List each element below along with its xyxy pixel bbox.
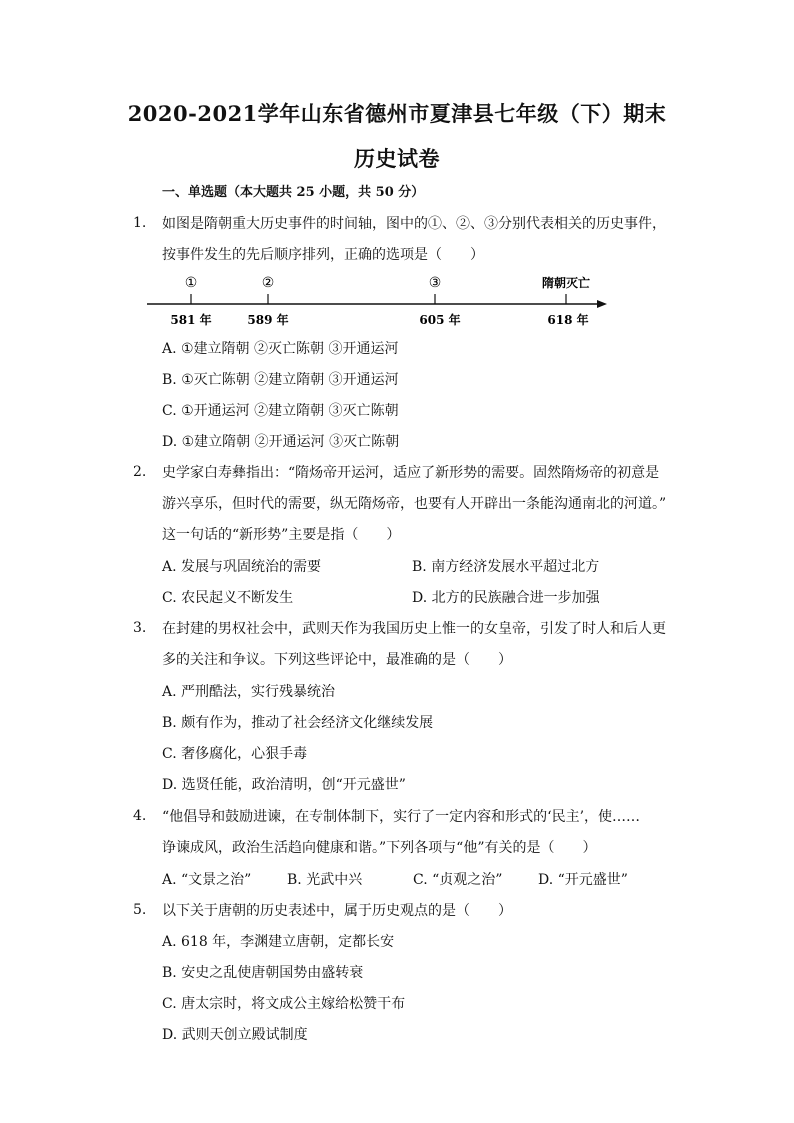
question-text-line: 这一句话的“新形势”主要是指（ ）: [162, 527, 401, 543]
question-number: 5.: [133, 902, 147, 918]
answer-option: C. 奢侈腐化，心狠手毒: [162, 746, 308, 762]
tick-year-label: 589 年: [247, 313, 289, 327]
question-text-line: 以下关于唐朝的历史表述中，属于历史观点的是（ ）: [162, 903, 512, 919]
answer-option: B. 颇有作为，推动了社会经济文化继续发展: [162, 715, 434, 731]
question-text-line: 游兴享乐，但时代的需要，纵无隋炀帝，也要有人开辟出一条能沟通南北的河道。”: [162, 496, 667, 512]
question-text-line: 多的关注和争议。下列这些评论中，最准确的是（ ）: [162, 652, 512, 668]
question-text-line: 诤谏成风，政治生活趋向健康和谐。”下列各项与“他”有关的是（ ）: [162, 840, 597, 856]
answer-option: D. ①建立隋朝 ②开通运河 ③灭亡陈朝: [162, 434, 400, 450]
tick-year-label: 605 年: [419, 313, 461, 327]
tick-605: [419, 275, 460, 327]
question-text-line: 史学家白寿彝指出：“隋炀帝开运河，适应了新形势的需要。固然隋炀帝的初意是: [162, 465, 660, 481]
tick-mark-label: ③: [428, 275, 442, 291]
answer-option: B. 南方经济发展水平超过北方: [412, 559, 600, 575]
answer-option: A. “文景之治”: [162, 872, 252, 888]
section-heading: 一、单选题（本大题共 25 小题，共 50 分）: [162, 185, 425, 200]
tick-581: [170, 275, 211, 327]
answer-option: C. “贞观之治”: [413, 872, 503, 888]
tick-year-label: 618 年: [547, 313, 589, 327]
answer-option: C. 唐太宗时，将文成公主嫁给松赞干布: [162, 996, 406, 1012]
answer-option: C. 农民起义不断发生: [162, 590, 294, 606]
exam-title-line2: 历史试卷: [354, 146, 440, 171]
answer-option: C. ①开通运河 ②建立隋朝 ③灭亡陈朝: [162, 403, 399, 419]
answer-option: A. 发展与巩固统治的需要: [162, 559, 322, 575]
answer-option: D. “开元盛世”: [538, 872, 628, 888]
tick-mark-label: 隋朝灭亡: [541, 276, 591, 290]
tick-mark-label: ②: [261, 275, 275, 291]
answer-option: A. 618 年，李渊建立唐朝，定都长安: [162, 934, 395, 950]
tick-mark-label: ①: [184, 275, 198, 291]
question-text-line: “他倡导和鼓励进谏，在专制体制下，实行了一定内容和形式的‘民主’，使……: [162, 809, 641, 825]
answer-option: B. ①灭亡陈朝 ②建立隋朝 ③开通运河: [162, 372, 399, 388]
timeline-diagram: [145, 266, 615, 330]
answer-option: B. 安史之乱使唐朝国势由盛转衰: [162, 965, 364, 981]
question-text-line: 按事件发生的先后顺序排列，正确的选项是（ ）: [162, 247, 484, 263]
question-text-line: 在封建的男权社会中，武则天作为我国历史上惟一的女皇帝，引发了时人和后人更: [162, 621, 666, 637]
tick-589: [247, 275, 288, 327]
answer-option: A. 严刑酷法，实行残暴统治: [162, 684, 336, 700]
question-number: 1.: [133, 215, 147, 231]
timeline-arrow: [597, 300, 607, 308]
answer-option: D. 选贤任能，政治清明，创“开元盛世”: [162, 777, 406, 793]
question-number: 4.: [133, 808, 147, 824]
answer-option: A. ①建立隋朝 ②灭亡陈朝 ③开通运河: [162, 341, 399, 357]
question-text-line: 如图是隋朝重大历史事件的时间轴，图中的①、②、③分别代表相关的历史事件，: [162, 216, 666, 232]
exam-title-line1: 2020-2021学年山东省德州市夏津县七年级（下）期末: [127, 101, 667, 126]
answer-option: B. 光武中兴: [287, 872, 363, 888]
tick-618: [542, 275, 590, 327]
answer-option: D. 北方的民族融合进一步加强: [412, 590, 600, 606]
tick-year-label: 581 年: [170, 313, 212, 327]
question-number: 3.: [133, 620, 147, 636]
answer-option: D. 武则天创立殿试制度: [162, 1027, 308, 1043]
question-number: 2.: [133, 464, 147, 480]
